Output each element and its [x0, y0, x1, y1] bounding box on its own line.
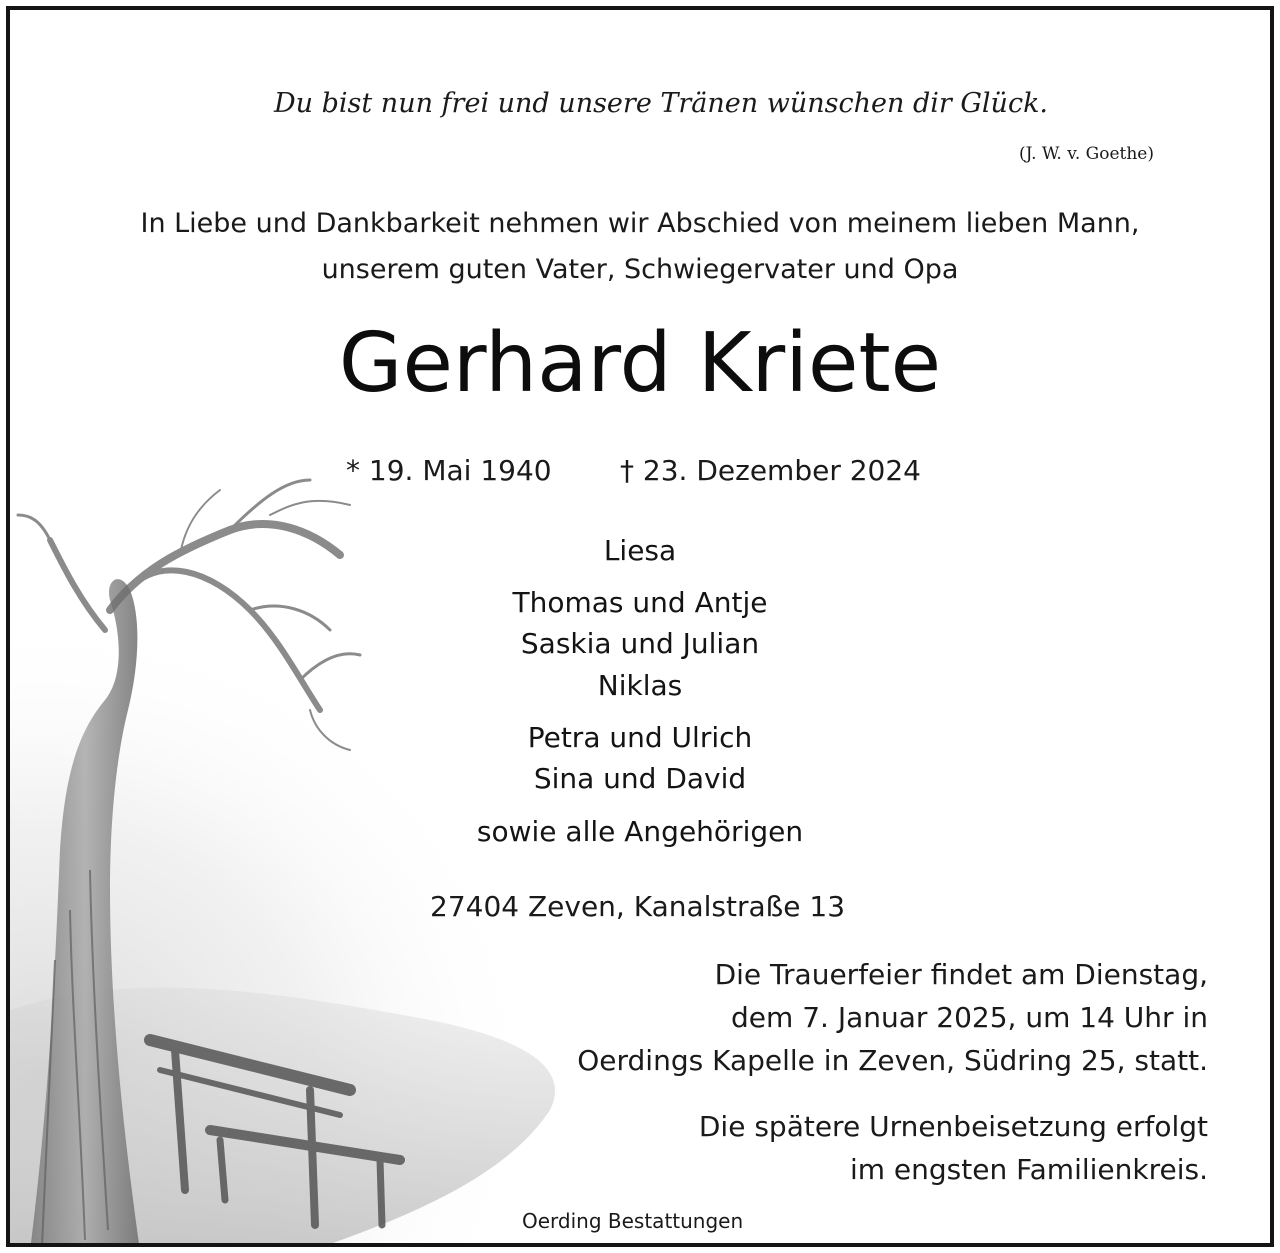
quote-author: (J. W. v. Goethe)	[1019, 144, 1154, 164]
mourner-relatives: sowie alle Angehörigen	[476, 815, 804, 848]
mourner-family-1: Thomas und Antje	[512, 586, 768, 619]
funeral-home-name: Oerding Bestattungen	[522, 1209, 744, 1233]
burial-line-2: im engsten Familienkreis.	[849, 1153, 1208, 1186]
burial-line-1: Die spätere Urnenbeisetzung erfolgt	[698, 1110, 1208, 1143]
mourner-spouse: Liesa	[603, 534, 677, 567]
mourner-grandchildren-1: Saskia und Julian	[520, 627, 760, 660]
mourner-family-2: Petra und Ulrich	[527, 721, 753, 754]
family-address: 27404 Zeven, Kanalstraße 13	[430, 890, 846, 923]
service-line-3: Oerdings Kapelle in Zeven, Südring 25, statt.	[577, 1044, 1208, 1077]
intro-line-2: unserem guten Vater, Schwiegervater und Opa	[321, 254, 959, 285]
service-line-2: dem 7. Januar 2025, um 14 Uhr in	[731, 1001, 1208, 1034]
obituary-notice	[6, 6, 1274, 1247]
mourner-grandchildren-2: Sina und David	[533, 762, 747, 795]
quote-text: Du bist nun frei und unsere Tränen wünschen dir Glück.	[273, 88, 1049, 119]
mourner-grandchild-2: Niklas	[597, 669, 683, 702]
birth-date: * 19. Mai 1940	[346, 454, 552, 487]
death-date: † 23. Dezember 2024	[620, 454, 921, 487]
intro-line-1: In Liebe und Dankbarkeit nehmen wir Abschied von meinem lieben Mann,	[140, 208, 1140, 239]
deceased-name: Gerhard Kriete	[338, 316, 942, 411]
service-line-1: Die Trauerfeier findet am Dienstag,	[714, 958, 1208, 991]
